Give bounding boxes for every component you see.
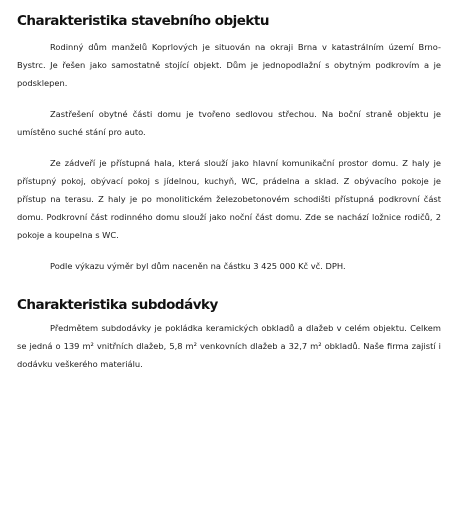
paragraph-layout: Ze zádveří je přístupná hala, která slouží jako hlavní komunikační prostor domu. Z haly je přístupný pokoj, obývací pokoj s jídelnou, kuchyň, WC, prádelna a sklad. Z obývacího pokoje je přístup na terasu. Z haly je po monolitickém železobetonovém schodišti přístupná podkrovní část domu. Podkrovní část rodinného domu slouží jako noční část domu. Zde se nachází ložnice rodičů, 2 pokoje a koupelna s WC. — [17, 158, 441, 240]
section-heading-subcontract: Charakteristika subdodávky — [17, 297, 218, 313]
paragraph-subcontract: Předmětem subdodávky je pokládka keramických obkladů a dlažeb v celém objektu. Celkem se jedná o 139 m² vnitřních dlažeb, 5,8 m² venkovních dlažeb a 32,7 m² obkladů. Naše firma zajistí i dodávku veškerého materiálu. — [17, 323, 441, 369]
section-heading-building: Charakteristika stavebního objektu — [17, 13, 269, 29]
paragraph-location: Rodinný dům manželů Koprlových je situován na okraji Brna v katastrálním území Brno-Bystrc. Je řešen jako samostatně stojící objekt. Dům je jednopodlažní s obytným podkrovím a je podsklepen. — [17, 42, 441, 88]
paragraph-price: Podle výkazu výměr byl dům naceněn na částku 3 425 000 Kč vč. DPH. — [50, 261, 346, 271]
paragraph-roof: Zastřešení obytné části domu je tvořeno sedlovou střechou. Na boční straně objektu je umístěno suché stání pro auto. — [17, 109, 441, 137]
